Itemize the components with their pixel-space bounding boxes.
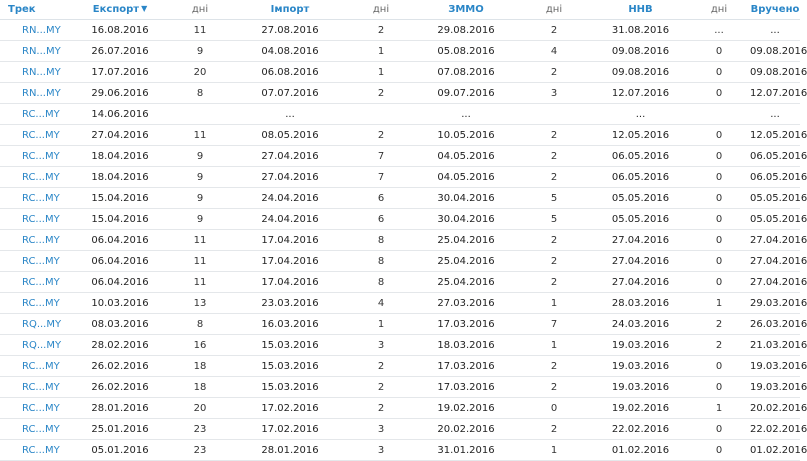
track-number[interactable]: RC...MY xyxy=(22,129,60,141)
column-header-delivered[interactable]: Вручено xyxy=(750,0,800,20)
table-row xyxy=(0,20,800,41)
table-row xyxy=(0,209,800,230)
zmmo-date: 29.08.2016 xyxy=(417,20,515,41)
export-days: 8 xyxy=(165,83,235,104)
delivered-date: 27.04.2016 xyxy=(750,230,800,251)
track-number[interactable]: RC...MY xyxy=(22,402,60,414)
export-days xyxy=(165,104,235,125)
import-days: 3 xyxy=(345,419,417,440)
export-date: 06.04.2016 xyxy=(75,251,165,272)
nnv-days: ... xyxy=(688,20,750,41)
zmmo-date: 07.08.2016 xyxy=(417,62,515,83)
zmmo-days: 2 xyxy=(515,377,593,398)
nnv-date: 19.03.2016 xyxy=(593,377,688,398)
track-link[interactable] xyxy=(0,62,75,83)
export-days: 18 xyxy=(165,377,235,398)
delivered-date: 12.07.2016 xyxy=(750,83,800,104)
export-date: 06.04.2016 xyxy=(75,272,165,293)
nnv-date: 27.04.2016 xyxy=(593,251,688,272)
nnv-days xyxy=(688,104,750,125)
export-date: 28.02.2016 xyxy=(75,335,165,356)
nnv-days: 0 xyxy=(688,83,750,104)
zmmo-days: 5 xyxy=(515,209,593,230)
zmmo-days: 2 xyxy=(515,20,593,41)
import-date: ... xyxy=(235,104,345,125)
zmmo-days: 2 xyxy=(515,419,593,440)
zmmo-date: 20.02.2016 xyxy=(417,419,515,440)
export-date: 08.03.2016 xyxy=(75,314,165,335)
nnv-days: 1 xyxy=(688,398,750,419)
track-number[interactable]: RQ...MY xyxy=(22,339,62,351)
table-row xyxy=(0,41,800,62)
export-date: 17.07.2016 xyxy=(75,62,165,83)
export-days: 11 xyxy=(165,20,235,41)
export-days: 11 xyxy=(165,272,235,293)
zmmo-date: 04.05.2016 xyxy=(417,146,515,167)
column-header-export-label: Експорт xyxy=(92,4,140,15)
delivered-date: 06.05.2016 xyxy=(750,146,800,167)
delivered-date: 29.03.2016 xyxy=(750,293,800,314)
track-link[interactable] xyxy=(0,398,75,419)
zmmo-date: 05.08.2016 xyxy=(417,41,515,62)
nnv-date: 05.05.2016 xyxy=(593,188,688,209)
import-date: 24.04.2016 xyxy=(235,209,345,230)
delivered-date: 19.03.2016 xyxy=(750,356,800,377)
import-days xyxy=(345,104,417,125)
zmmo-days: 2 xyxy=(515,230,593,251)
delivered-date: 27.04.2016 xyxy=(750,272,800,293)
nnv-days: 2 xyxy=(688,314,750,335)
zmmo-days: 2 xyxy=(515,146,593,167)
import-date: 27.04.2016 xyxy=(235,146,345,167)
track-number[interactable]: RC...MY xyxy=(22,171,60,183)
import-date: 06.08.2016 xyxy=(235,62,345,83)
export-days: 23 xyxy=(165,440,235,461)
track-link[interactable] xyxy=(0,356,75,377)
export-days: 13 xyxy=(165,293,235,314)
import-days: 4 xyxy=(345,293,417,314)
nnv-days: 0 xyxy=(688,125,750,146)
export-date: 26.02.2016 xyxy=(75,356,165,377)
export-date: 16.08.2016 xyxy=(75,20,165,41)
track-link[interactable] xyxy=(0,188,75,209)
track-link[interactable] xyxy=(0,146,75,167)
import-date: 17.02.2016 xyxy=(235,398,345,419)
nnv-date: 19.03.2016 xyxy=(593,356,688,377)
nnv-date: 31.08.2016 xyxy=(593,20,688,41)
track-link[interactable] xyxy=(0,293,75,314)
track-number[interactable]: RQ...MY xyxy=(22,318,62,330)
nnv-date: 09.08.2016 xyxy=(593,41,688,62)
zmmo-date: 17.03.2016 xyxy=(417,314,515,335)
track-number[interactable]: RC...MY xyxy=(22,381,60,393)
zmmo-date: 19.02.2016 xyxy=(417,398,515,419)
import-date: 17.04.2016 xyxy=(235,251,345,272)
nnv-days: 0 xyxy=(688,41,750,62)
delivered-date: 01.02.2016 xyxy=(750,440,800,461)
export-date: 15.04.2016 xyxy=(75,188,165,209)
track-number[interactable]: RN...MY xyxy=(22,66,61,78)
import-days: 1 xyxy=(345,314,417,335)
export-days: 20 xyxy=(165,398,235,419)
zmmo-date: 25.04.2016 xyxy=(417,272,515,293)
delivered-date: 05.05.2016 xyxy=(750,209,800,230)
nnv-days: 0 xyxy=(688,146,750,167)
nnv-date: 06.05.2016 xyxy=(593,146,688,167)
table-row xyxy=(0,167,800,188)
column-header-import[interactable]: Імпорт xyxy=(235,0,345,20)
table-row xyxy=(0,272,800,293)
delivered-date: 22.02.2016 xyxy=(750,419,800,440)
table-row xyxy=(0,251,800,272)
zmmo-date: 09.07.2016 xyxy=(417,83,515,104)
table-row xyxy=(0,188,800,209)
table-row xyxy=(0,335,800,356)
export-days: 20 xyxy=(165,62,235,83)
track-link[interactable] xyxy=(0,377,75,398)
table-row xyxy=(0,314,800,335)
import-days: 2 xyxy=(345,377,417,398)
nnv-days: 0 xyxy=(688,62,750,83)
import-date: 17.02.2016 xyxy=(235,419,345,440)
column-header-zmmo[interactable]: ЗММО xyxy=(417,0,515,20)
delivered-date: ... xyxy=(750,20,800,41)
track-number[interactable]: RC...MY xyxy=(22,276,60,288)
delivered-date: 05.05.2016 xyxy=(750,188,800,209)
import-date: 15.03.2016 xyxy=(235,356,345,377)
import-date: 23.03.2016 xyxy=(235,293,345,314)
export-date: 18.04.2016 xyxy=(75,146,165,167)
nnv-date: 28.03.2016 xyxy=(593,293,688,314)
delivered-date: 27.04.2016 xyxy=(750,251,800,272)
import-date: 27.04.2016 xyxy=(235,167,345,188)
nnv-days: 0 xyxy=(688,188,750,209)
zmmo-days: 1 xyxy=(515,293,593,314)
import-date: 15.03.2016 xyxy=(235,335,345,356)
track-link[interactable] xyxy=(0,104,75,125)
export-date: 28.01.2016 xyxy=(75,398,165,419)
table-row xyxy=(0,398,800,419)
nnv-days: 0 xyxy=(688,356,750,377)
export-days: 9 xyxy=(165,209,235,230)
import-days: 8 xyxy=(345,272,417,293)
track-link[interactable] xyxy=(0,20,75,41)
nnv-days: 0 xyxy=(688,251,750,272)
import-date: 07.07.2016 xyxy=(235,83,345,104)
export-days: 9 xyxy=(165,188,235,209)
track-number[interactable]: RC...MY xyxy=(22,192,60,204)
table-row xyxy=(0,293,800,314)
zmmo-days: 2 xyxy=(515,125,593,146)
track-number[interactable]: RN...MY xyxy=(22,45,61,57)
nnv-days: 0 xyxy=(688,377,750,398)
table-body xyxy=(0,20,807,461)
export-days: 8 xyxy=(165,314,235,335)
table-row xyxy=(0,62,800,83)
delivered-date: 09.08.2016 xyxy=(750,62,800,83)
nnv-days: 2 xyxy=(688,335,750,356)
track-link[interactable] xyxy=(0,251,75,272)
import-days: 2 xyxy=(345,356,417,377)
track-number[interactable]: RC...MY xyxy=(22,213,60,225)
import-days: 8 xyxy=(345,251,417,272)
nnv-days: 0 xyxy=(688,209,750,230)
track-number[interactable]: RC...MY xyxy=(22,360,60,372)
track-link[interactable] xyxy=(0,314,75,335)
export-days: 23 xyxy=(165,419,235,440)
track-number[interactable]: RC...MY xyxy=(22,234,60,246)
column-header-days-3: дні xyxy=(515,0,593,20)
table-row xyxy=(0,419,800,440)
nnv-date: 05.05.2016 xyxy=(593,209,688,230)
zmmo-date: 17.03.2016 xyxy=(417,356,515,377)
track-number[interactable]: RC...MY xyxy=(22,444,60,456)
zmmo-days: 2 xyxy=(515,356,593,377)
zmmo-date: 04.05.2016 xyxy=(417,167,515,188)
delivered-date: 26.03.2016 xyxy=(750,314,800,335)
import-days: 2 xyxy=(345,398,417,419)
delivered-date: 06.05.2016 xyxy=(750,167,800,188)
zmmo-date: 27.03.2016 xyxy=(417,293,515,314)
export-date: 26.02.2016 xyxy=(75,377,165,398)
zmmo-days: 3 xyxy=(515,83,593,104)
export-date: 10.03.2016 xyxy=(75,293,165,314)
table-row xyxy=(0,440,800,461)
import-days: 1 xyxy=(345,41,417,62)
export-days: 9 xyxy=(165,41,235,62)
import-date: 24.04.2016 xyxy=(235,188,345,209)
zmmo-date: 17.03.2016 xyxy=(417,377,515,398)
export-days: 11 xyxy=(165,230,235,251)
table-row xyxy=(0,230,800,251)
import-date: 15.03.2016 xyxy=(235,377,345,398)
track-number[interactable]: RC...MY xyxy=(22,423,60,435)
zmmo-days: 2 xyxy=(515,167,593,188)
zmmo-days: 1 xyxy=(515,335,593,356)
export-days: 11 xyxy=(165,125,235,146)
zmmo-days: 2 xyxy=(515,251,593,272)
chevron-down-icon: ▼ xyxy=(141,4,148,13)
nnv-date: 27.04.2016 xyxy=(593,230,688,251)
delivered-date: ... xyxy=(750,104,800,125)
track-link[interactable] xyxy=(0,419,75,440)
export-date: 27.04.2016 xyxy=(75,125,165,146)
import-days: 3 xyxy=(345,335,417,356)
track-link[interactable] xyxy=(0,272,75,293)
table-row xyxy=(0,104,800,125)
export-date: 05.01.2016 xyxy=(75,440,165,461)
import-days: 6 xyxy=(345,188,417,209)
track-number[interactable]: RC...MY xyxy=(22,255,60,267)
nnv-date: 19.02.2016 xyxy=(593,398,688,419)
import-date: 08.05.2016 xyxy=(235,125,345,146)
zmmo-date: 30.04.2016 xyxy=(417,209,515,230)
nnv-date: 24.03.2016 xyxy=(593,314,688,335)
delivered-date: 19.03.2016 xyxy=(750,377,800,398)
export-date: 06.04.2016 xyxy=(75,230,165,251)
table-row xyxy=(0,125,800,146)
zmmo-date: 18.03.2016 xyxy=(417,335,515,356)
track-link[interactable] xyxy=(0,209,75,230)
track-number[interactable]: RN...MY xyxy=(22,87,61,99)
table-row xyxy=(0,146,800,167)
zmmo-date: 30.04.2016 xyxy=(417,188,515,209)
zmmo-days: 2 xyxy=(515,272,593,293)
nnv-date: 19.03.2016 xyxy=(593,335,688,356)
column-header-days-4: дні xyxy=(688,0,750,20)
column-header-days-2: дні xyxy=(345,0,417,20)
import-days: 1 xyxy=(345,62,417,83)
import-days: 3 xyxy=(345,440,417,461)
zmmo-date: 31.01.2016 xyxy=(417,440,515,461)
track-link[interactable] xyxy=(0,125,75,146)
track-link[interactable] xyxy=(0,440,75,461)
export-days: 18 xyxy=(165,356,235,377)
track-link[interactable] xyxy=(0,335,75,356)
import-date: 27.08.2016 xyxy=(235,20,345,41)
zmmo-days: 2 xyxy=(515,62,593,83)
track-link[interactable] xyxy=(0,83,75,104)
nnv-days: 0 xyxy=(688,167,750,188)
nnv-date: 12.07.2016 xyxy=(593,83,688,104)
import-date: 28.01.2016 xyxy=(235,440,345,461)
import-days: 6 xyxy=(345,209,417,230)
table-row xyxy=(0,83,800,104)
nnv-date: 06.05.2016 xyxy=(593,167,688,188)
import-days: 2 xyxy=(345,125,417,146)
nnv-date: 27.04.2016 xyxy=(593,272,688,293)
delivered-date: 12.05.2016 xyxy=(750,125,800,146)
delivered-date: 20.02.2016 xyxy=(750,398,800,419)
nnv-date: 12.05.2016 xyxy=(593,125,688,146)
export-days: 9 xyxy=(165,167,235,188)
zmmo-date: ... xyxy=(417,104,515,125)
import-days: 2 xyxy=(345,20,417,41)
track-link[interactable] xyxy=(0,230,75,251)
export-date: 29.06.2016 xyxy=(75,83,165,104)
track-number[interactable]: RC...MY xyxy=(22,297,60,309)
column-header-export[interactable] xyxy=(75,0,165,20)
import-days: 7 xyxy=(345,167,417,188)
zmmo-days xyxy=(515,104,593,125)
track-link[interactable] xyxy=(0,41,75,62)
nnv-days: 0 xyxy=(688,272,750,293)
delivered-date: 09.08.2016 xyxy=(750,41,800,62)
export-days: 16 xyxy=(165,335,235,356)
track-link[interactable] xyxy=(0,167,75,188)
export-date: 25.01.2016 xyxy=(75,419,165,440)
import-days: 7 xyxy=(345,146,417,167)
nnv-date: 09.08.2016 xyxy=(593,62,688,83)
export-date: 26.07.2016 xyxy=(75,41,165,62)
import-date: 17.04.2016 xyxy=(235,230,345,251)
import-days: 2 xyxy=(345,83,417,104)
column-header-days-1: дні xyxy=(165,0,235,20)
nnv-days: 1 xyxy=(688,293,750,314)
table-header-row xyxy=(0,0,800,20)
zmmo-date: 10.05.2016 xyxy=(417,125,515,146)
nnv-days: 0 xyxy=(688,440,750,461)
import-date: 17.04.2016 xyxy=(235,272,345,293)
delivered-date: 21.03.2016 xyxy=(750,335,800,356)
track-number[interactable]: RN...MY xyxy=(22,24,61,36)
zmmo-date: 25.04.2016 xyxy=(417,230,515,251)
import-date: 04.08.2016 xyxy=(235,41,345,62)
nnv-days: 0 xyxy=(688,230,750,251)
track-number[interactable]: RC...MY xyxy=(22,108,60,120)
export-date: 14.06.2016 xyxy=(75,104,165,125)
nnv-date: ... xyxy=(593,104,688,125)
import-days: 8 xyxy=(345,230,417,251)
column-header-track[interactable]: Трек xyxy=(0,0,75,20)
nnv-days: 0 xyxy=(688,419,750,440)
zmmo-date: 25.04.2016 xyxy=(417,251,515,272)
zmmo-days: 0 xyxy=(515,398,593,419)
zmmo-days: 7 xyxy=(515,314,593,335)
nnv-date: 22.02.2016 xyxy=(593,419,688,440)
export-date: 18.04.2016 xyxy=(75,167,165,188)
zmmo-days: 1 xyxy=(515,440,593,461)
import-date: 16.03.2016 xyxy=(235,314,345,335)
export-days: 9 xyxy=(165,146,235,167)
zmmo-days: 5 xyxy=(515,188,593,209)
column-header-nnv[interactable]: ННВ xyxy=(593,0,688,20)
nnv-date: 01.02.2016 xyxy=(593,440,688,461)
track-number[interactable]: RC...MY xyxy=(22,150,60,162)
export-days: 11 xyxy=(165,251,235,272)
zmmo-days: 4 xyxy=(515,41,593,62)
export-date: 15.04.2016 xyxy=(75,209,165,230)
table-row xyxy=(0,377,800,398)
table-row xyxy=(0,356,800,377)
